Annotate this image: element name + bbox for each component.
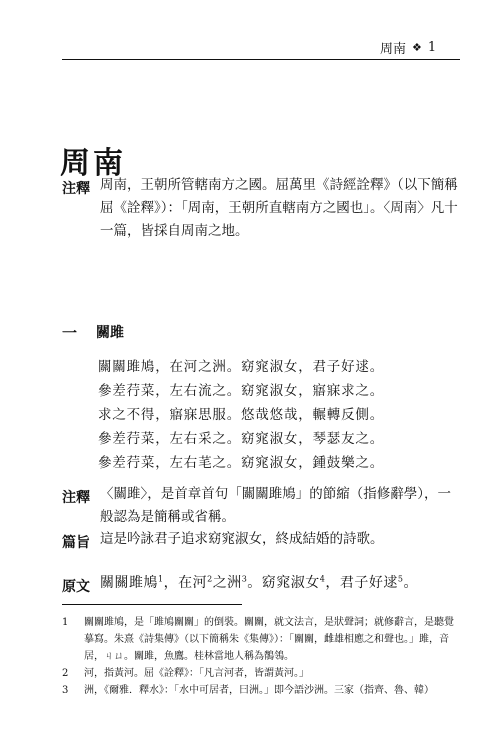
note-label: 注釋 xyxy=(62,181,90,197)
section-number: 一 xyxy=(62,324,78,342)
poem-line: 參差荇菜，左右采之。窈窕淑女，琴瑟友之。 xyxy=(98,431,384,447)
footnotes xyxy=(62,614,460,699)
diamond-ornament-icon: ❖ xyxy=(412,41,422,54)
footnote-number: 2 xyxy=(62,668,69,679)
footnote-ref[interactable]: 4 xyxy=(319,574,326,584)
chapter-title: 周南 xyxy=(60,146,126,181)
poem xyxy=(98,355,384,475)
poem-line: 關關雎鳩，在河之洲。窈窕淑女，君子好逑。 xyxy=(98,359,384,375)
footnote-number: 3 xyxy=(62,685,69,696)
running-header-section: 周南 xyxy=(380,42,407,57)
poem-line: 參差荇菜，左右芼之。窈窕淑女，鍾鼓樂之。 xyxy=(98,455,384,471)
note-text: 〈關雎〉，是首章首句「關關雎鳩」的節縮（指修辭學），一般認為是簡稱或省稱。 xyxy=(100,486,451,525)
footnote-number: 1 xyxy=(62,617,69,628)
footnote-text: 洲，《爾雅．釋水》：「水中可居者，曰洲。」即今語沙洲。三家（指齊、魯、韓） xyxy=(84,685,434,696)
footnote xyxy=(62,682,460,699)
poem-line: 求之不得，寤寐思服。悠哉悠哉，輾轉反側。 xyxy=(98,407,384,423)
section-title: 關雎 xyxy=(96,325,124,341)
note-label: 注釋 xyxy=(62,490,90,506)
footnote xyxy=(62,665,460,682)
footnote-text: 河，指黃河。屈《詮釋》：「凡言河者，皆謂黃河。」 xyxy=(84,668,309,679)
poem-line: 參差荇菜，左右流之。窈窕淑女，寤寐求之。 xyxy=(98,383,384,399)
footnote-ref[interactable]: 1 xyxy=(158,574,164,584)
footnote-ref[interactable]: 3 xyxy=(241,574,248,584)
page-number: 1 xyxy=(427,40,437,55)
footnote-rule xyxy=(62,604,242,605)
theme-label: 篇旨 xyxy=(62,535,90,551)
original-text-label: 原文 xyxy=(62,579,90,595)
note-text: 周南，王朝所管轄南方之國。屈萬里《詩經詮釋》（以下簡稱屈《詮釋》）：「周南，王朝所直轄南方之國也」。〈周南〉凡十一篇，皆採自周南之地。 xyxy=(100,177,458,239)
footnote xyxy=(62,614,460,665)
footnote-ref[interactable]: 5 xyxy=(397,574,404,584)
theme-text: 這是吟詠君子追求窈窕淑女，終成結婚的詩歌。 xyxy=(100,531,384,547)
running-header xyxy=(380,38,436,57)
footnote-ref[interactable]: 2 xyxy=(207,574,213,584)
original-text: 關關雎鳩$^1$，在河$^2$之洲$^3$。窈窕淑女$^4$，君子好逑$^5$。 xyxy=(100,574,418,591)
footnote-text: 關關雎鳩，是「雎鳩關關」的倒裝。關關，就文法言，是狀聲詞；就修辭言，是聽覺摹寫。朱熹《詩集傳》（以下簡稱朱《集傳》）：「關關，雌雄相應之和聲也。」雎，音居，ㄐㄩ。關雎，魚鷹。桂林當地人稱為鶺鴒。 xyxy=(84,617,454,662)
header-rule xyxy=(62,59,460,60)
